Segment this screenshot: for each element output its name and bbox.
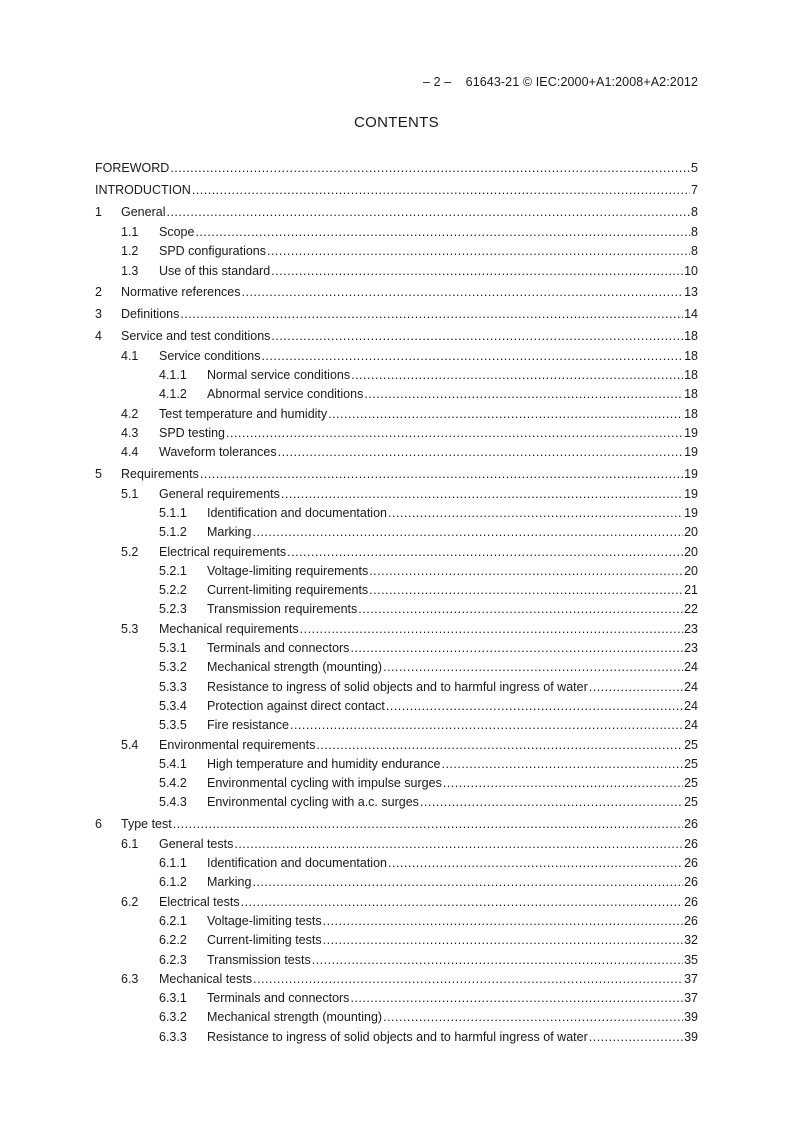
page-header	[423, 75, 698, 89]
document-reference: 61643-21 © IEC:2000+A1:2008+A2:2012	[465, 75, 698, 89]
toc-entry-title: Scope	[159, 225, 195, 239]
toc-entry[interactable]	[95, 793, 698, 812]
dot-leader	[350, 639, 683, 658]
toc-entry-number: 5.4.2	[159, 776, 187, 791]
toc-entry[interactable]	[95, 755, 698, 774]
toc-entry-number: 3	[95, 306, 102, 321]
page-title: CONTENTS	[354, 114, 439, 131]
toc-entry[interactable]	[95, 223, 698, 242]
toc-entry-title: Electrical tests	[159, 894, 240, 909]
dot-leader	[271, 325, 683, 347]
toc-entry-number: 5.2.2	[159, 583, 187, 598]
dot-leader	[166, 201, 690, 223]
toc-entry[interactable]	[95, 543, 698, 562]
toc-entry[interactable]	[95, 179, 698, 201]
toc-entry-number: 1	[95, 205, 102, 219]
toc-entry-title: Current-limiting tests	[207, 933, 322, 948]
toc-entry-title: Protection against direct contact	[207, 698, 385, 713]
toc-entry[interactable]	[95, 562, 698, 581]
dot-leader	[388, 854, 683, 873]
toc-entry-title: Service conditions	[159, 348, 261, 363]
toc-entry-page: 20	[684, 525, 698, 540]
toc-entry[interactable]	[95, 347, 698, 366]
toc-entry[interactable]	[95, 303, 698, 325]
toc-entry-number: 2	[95, 284, 102, 299]
toc-entry-page: 25	[684, 776, 698, 791]
toc-entry-page: 25	[684, 737, 698, 752]
toc-entry-page: 7	[691, 183, 698, 197]
dot-leader	[589, 678, 683, 697]
toc-entry-page: 23	[684, 641, 698, 656]
toc-entry-title: Mechanical requirements	[159, 621, 299, 636]
dot-leader	[252, 523, 683, 542]
toc-entry[interactable]	[95, 463, 698, 485]
toc-entry-page: 10	[684, 263, 698, 278]
toc-entry-title: Type test	[121, 816, 172, 831]
toc-entry-number: 5.3.1	[159, 641, 187, 656]
dot-leader	[170, 157, 690, 179]
toc-entry-title: Mechanical strength (mounting)	[207, 660, 383, 675]
toc-entry-number: 6.1.2	[159, 875, 187, 890]
toc-entry[interactable]	[95, 504, 698, 523]
toc-entry-title: Environmental cycling with a.c. surges	[207, 795, 419, 810]
toc-entry-title: Electrical requirements	[159, 544, 287, 559]
toc-entry-page: 18	[684, 387, 698, 402]
toc-entry-title: Identification and documentation	[207, 505, 387, 520]
toc-entry-title: Transmission requirements	[207, 602, 358, 617]
toc-entry-page: 24	[684, 698, 698, 713]
toc-entry-page: 26	[684, 913, 698, 928]
dot-leader	[323, 931, 683, 950]
toc-entry-number: 1.3	[121, 263, 139, 278]
dot-leader	[328, 405, 683, 424]
toc-entry[interactable]	[95, 1028, 698, 1047]
toc-entry-title: Mechanical strength (mounting)	[207, 1010, 383, 1025]
dot-leader	[200, 463, 683, 485]
toc-entry-title: Marking	[207, 875, 252, 890]
dot-leader	[441, 755, 683, 774]
dot-leader	[300, 620, 683, 639]
toc-entry-page: 18	[684, 368, 698, 383]
toc-entry-page: 37	[684, 971, 698, 986]
toc-entry-number: 6.2.2	[159, 933, 187, 948]
toc-entry-page: 26	[684, 816, 698, 831]
toc-entry-title: SPD testing	[159, 426, 226, 441]
toc-entry-page: 25	[684, 756, 698, 771]
toc-entry[interactable]	[95, 201, 698, 223]
toc-entry-page: 32	[684, 933, 698, 948]
dot-leader	[195, 223, 690, 242]
toc-entry[interactable]	[95, 835, 698, 854]
dot-leader	[383, 658, 683, 677]
toc-entry-page: 26	[684, 875, 698, 890]
toc-entry-page: 24	[684, 660, 698, 675]
toc-entry[interactable]	[95, 893, 698, 912]
toc-entry[interactable]	[95, 658, 698, 677]
toc-entry-number: 5.4.1	[159, 756, 187, 771]
toc-entry-title: General	[121, 205, 166, 219]
toc-entry[interactable]	[95, 325, 698, 347]
toc-entry-title: FOREWORD	[95, 161, 170, 175]
toc-entry-title: Current-limiting requirements	[207, 583, 369, 598]
toc-entry-page: 19	[684, 486, 698, 501]
dot-leader	[316, 736, 683, 755]
toc-entry-number: 4.2	[121, 406, 139, 421]
toc-entry[interactable]	[95, 813, 698, 835]
toc-entry[interactable]	[95, 242, 698, 261]
toc-entry-title: SPD configurations	[159, 244, 267, 259]
toc-entry-page: 37	[684, 991, 698, 1006]
toc-entry-number: 6.3.1	[159, 991, 187, 1006]
toc-entry-number: 5.4.3	[159, 795, 187, 810]
toc-entry-title: Terminals and connectors	[207, 991, 350, 1006]
dot-leader	[281, 485, 683, 504]
toc-entry-number: 6.3.2	[159, 1010, 187, 1025]
dot-leader	[386, 697, 683, 716]
toc-entry-page: 20	[684, 563, 698, 578]
toc-entry-number: 6.2.1	[159, 913, 187, 928]
toc-entry[interactable]	[95, 600, 698, 619]
toc-entry-page: 8	[691, 225, 698, 239]
toc-entry-number: 6.2.3	[159, 952, 187, 967]
toc-entry-page: 14	[684, 306, 698, 321]
toc-entry-number: 5.3.4	[159, 698, 187, 713]
toc-entry[interactable]	[95, 774, 698, 793]
toc-entry-number: 5.3.2	[159, 660, 187, 675]
dot-leader	[388, 504, 683, 523]
toc-entry-title: Test temperature and humidity	[159, 406, 328, 421]
page-marker: – 2 –	[423, 75, 452, 89]
toc-entry-number: 6.1.1	[159, 856, 187, 871]
dot-leader	[290, 716, 683, 735]
toc-entry[interactable]	[95, 697, 698, 716]
toc-entry-number: 4.3	[121, 426, 139, 441]
dot-leader	[253, 970, 683, 989]
toc-entry-page: 19	[684, 445, 698, 460]
toc-entry[interactable]	[95, 716, 698, 735]
toc-entry-title: General requirements	[159, 486, 280, 501]
toc-entry[interactable]	[95, 443, 698, 462]
toc-entry-number: 5.3.3	[159, 679, 187, 694]
toc-entry-page: 13	[684, 284, 698, 299]
toc-entry-title: Environmental requirements	[159, 737, 316, 752]
toc-entry-title: Normative references	[121, 284, 241, 299]
dot-leader	[234, 835, 683, 854]
dot-leader	[192, 179, 690, 201]
toc-entry[interactable]	[95, 854, 698, 873]
toc-entry-page: 23	[684, 621, 698, 636]
toc-entry-page: 21	[684, 583, 698, 598]
toc-entry[interactable]	[95, 873, 698, 892]
dot-leader	[242, 281, 684, 303]
toc-entry-number: 5.1.2	[159, 525, 187, 540]
toc-entry-page: 26	[684, 894, 698, 909]
toc-entry[interactable]	[95, 485, 698, 504]
toc-entry-title: Waveform tolerances	[159, 445, 277, 460]
toc-entry-page: 19	[684, 466, 698, 481]
toc-entry-page: 18	[684, 348, 698, 363]
table-of-contents	[95, 157, 698, 1047]
toc-entry-number: 1.1	[121, 225, 139, 239]
toc-entry[interactable]	[95, 620, 698, 639]
dot-leader	[369, 562, 683, 581]
toc-entry-number: 5.2	[121, 544, 139, 559]
toc-entry-number: 5.3	[121, 621, 139, 636]
toc-entry-number: 4.1.1	[159, 368, 187, 383]
toc-entry[interactable]	[95, 157, 698, 179]
dot-leader	[358, 600, 683, 619]
dot-leader	[323, 912, 683, 931]
toc-entry-page: 8	[691, 244, 698, 259]
toc-entry-page: 8	[691, 205, 698, 219]
dot-leader	[278, 443, 683, 462]
toc-entry-title: Marking	[207, 525, 252, 540]
toc-entry-page: 22	[684, 602, 698, 617]
toc-entry[interactable]	[95, 523, 698, 542]
dot-leader	[261, 347, 683, 366]
toc-entry-number: 6.3	[121, 971, 139, 986]
toc-entry-number: 5.3.5	[159, 718, 187, 733]
toc-entry[interactable]	[95, 405, 698, 424]
dot-leader	[443, 774, 683, 793]
toc-entry-number: 5.1.1	[159, 505, 187, 520]
toc-entry[interactable]	[95, 281, 698, 303]
toc-entry-page: 20	[684, 544, 698, 559]
toc-entry-title: Resistance to ingress of solid objects and to harmful ingress of water	[207, 679, 588, 694]
dot-leader	[180, 303, 683, 325]
toc-entry[interactable]	[95, 912, 698, 931]
toc-entry-title: Mechanical tests	[159, 971, 253, 986]
toc-entry-title: Definitions	[121, 306, 180, 321]
toc-entry-page: 26	[684, 836, 698, 851]
dot-leader	[350, 989, 683, 1008]
toc-entry[interactable]	[95, 424, 698, 443]
dot-leader	[173, 813, 683, 835]
toc-entry-number: 6.3.3	[159, 1029, 187, 1044]
toc-entry[interactable]	[95, 366, 698, 385]
toc-entry[interactable]	[95, 931, 698, 950]
dot-leader	[351, 366, 683, 385]
toc-entry[interactable]	[95, 385, 698, 404]
toc-entry-title: Fire resistance	[207, 718, 289, 733]
dot-leader	[271, 262, 683, 281]
toc-entry-page: 24	[684, 679, 698, 694]
toc-entry-title: Voltage-limiting tests	[207, 913, 322, 928]
toc-entry-page: 18	[684, 328, 698, 343]
toc-entry[interactable]	[95, 736, 698, 755]
toc-entry[interactable]	[95, 989, 698, 1008]
dot-leader	[420, 793, 683, 812]
toc-entry[interactable]	[95, 262, 698, 281]
toc-entry-number: 5.1	[121, 486, 139, 501]
dot-leader	[369, 581, 683, 600]
toc-entry-title: Identification and documentation	[207, 856, 387, 871]
toc-entry-title: Resistance to ingress of solid objects and to harmful ingress of water	[207, 1029, 588, 1044]
toc-entry-number: 6.2	[121, 894, 139, 909]
toc-entry-page: 35	[684, 952, 698, 967]
toc-entry-title: Voltage-limiting requirements	[207, 563, 369, 578]
dot-leader	[252, 873, 683, 892]
toc-entry-page: 26	[684, 856, 698, 871]
toc-entry-title: Transmission tests	[207, 952, 311, 967]
dot-leader	[589, 1028, 683, 1047]
toc-entry[interactable]	[95, 951, 698, 970]
toc-entry-number: 6.1	[121, 836, 139, 851]
toc-entry-title: Terminals and connectors	[207, 641, 350, 656]
toc-entry-number: 1.2	[121, 244, 139, 259]
dot-leader	[383, 1008, 683, 1027]
toc-entry-title: Abnormal service conditions	[207, 387, 364, 402]
toc-entry-number: 4.1.2	[159, 387, 187, 402]
toc-entry-title: Requirements	[121, 466, 199, 481]
toc-entry-number: 4	[95, 328, 102, 343]
toc-entry[interactable]	[95, 581, 698, 600]
toc-entry[interactable]	[95, 970, 698, 989]
toc-entry-title: Service and test conditions	[121, 328, 271, 343]
dot-leader	[226, 424, 683, 443]
toc-entry[interactable]	[95, 678, 698, 697]
toc-entry-title: Environmental cycling with impulse surges	[207, 776, 442, 791]
toc-entry-title: High temperature and humidity endurance	[207, 756, 441, 771]
dot-leader	[267, 242, 690, 261]
toc-entry-page: 19	[684, 505, 698, 520]
toc-entry-page: 39	[684, 1010, 698, 1025]
toc-entry-page: 18	[684, 406, 698, 421]
toc-entry-number: 5.2.1	[159, 563, 187, 578]
toc-entry-page: 39	[684, 1029, 698, 1044]
toc-entry-page: 24	[684, 718, 698, 733]
toc-entry[interactable]	[95, 1008, 698, 1027]
toc-entry-number: 6	[95, 816, 102, 831]
toc-entry-title: Normal service conditions	[207, 368, 351, 383]
dot-leader	[241, 893, 684, 912]
toc-entry-page: 19	[684, 426, 698, 441]
toc-entry-page: 25	[684, 795, 698, 810]
dot-leader	[364, 385, 683, 404]
toc-entry-title: INTRODUCTION	[95, 183, 191, 197]
dot-leader	[312, 951, 683, 970]
toc-entry-number: 5.2.3	[159, 602, 187, 617]
toc-entry-title: Use of this standard	[159, 263, 271, 278]
toc-entry-number: 4.1	[121, 348, 139, 363]
toc-entry-number: 4.4	[121, 445, 139, 460]
toc-entry-title: General tests	[159, 836, 234, 851]
toc-entry-number: 5	[95, 466, 102, 481]
toc-entry[interactable]	[95, 639, 698, 658]
dot-leader	[287, 543, 683, 562]
toc-entry-page: 5	[691, 161, 698, 175]
toc-entry-number: 5.4	[121, 737, 139, 752]
